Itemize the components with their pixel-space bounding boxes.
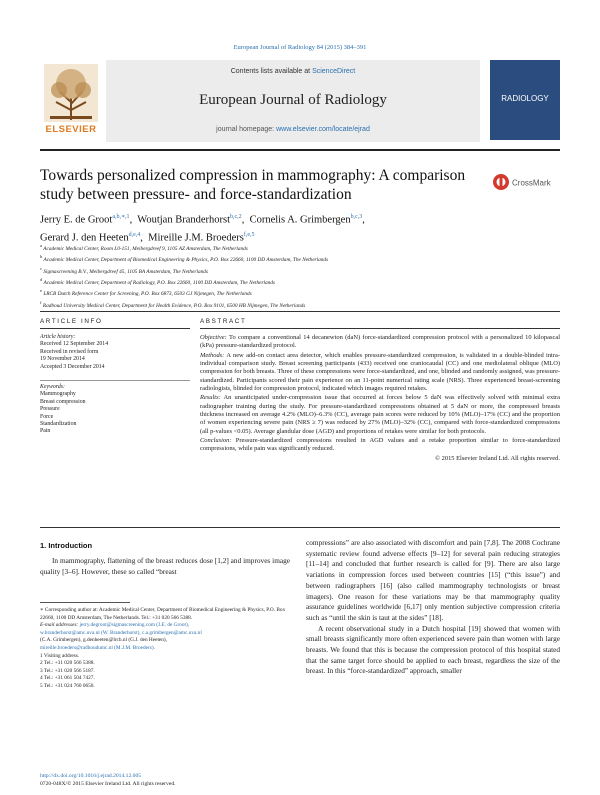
author-affil-marker[interactable]: a,b,∗,1 bbox=[112, 214, 130, 220]
abstract-heading: ABSTRACT bbox=[200, 318, 247, 325]
author-affil-marker[interactable]: b,c,3 bbox=[350, 214, 363, 220]
footnote-note: 5 Tel.: +31 024 760 0650. bbox=[40, 682, 95, 689]
author-affil-marker[interactable]: f,e,5 bbox=[243, 231, 255, 238]
issn-line: 0720-048X/© 2015 Elsevier Ireland Ltd. All rights reserved. bbox=[40, 780, 176, 787]
keyword: Pressure bbox=[40, 406, 60, 413]
footnote-note: 2 Tel.: +31 020 566 5388. bbox=[40, 660, 95, 667]
history-line: Received in revised form bbox=[40, 348, 99, 355]
abstract-objective: Objective: To compare a conventional 14 decanewton (daN) force-standardized compression protocol with a personalized 10 kilopascal (kPa) pressure-standardized protocol. bbox=[200, 334, 560, 350]
article-info-heading: ARTICLE INFO bbox=[40, 318, 103, 325]
contents-prefix: Contents lists available at bbox=[230, 68, 313, 75]
affiliation-item: $^b$ Academic Medical Center, Department of Biomedical Engineering & Physics, P.O. Box 22660, 1100 DD Amsterdam, The Netherlands bbox=[40, 254, 329, 264]
author-list: Jerry E. de Groot$^{a,b,∗,1}$, Woutjan Branderhorst$^{b,c,2}$, Cornelis A. Grimbergen$^{b,c,3}$, Gerard J. den Heeten$^{d,e,4}$, Mireille J.M. Broeders$^{f,e,5}$ bbox=[40, 214, 365, 243]
body-paragraph: A recent observational study in a Dutch hospital [19] showed that women with small breasts significantly more often experienced severe pain than women with large breasts. We found that this is because the compression protocol of this hospital stated that the same target force should be applied to each breast, regardless the size of the breast. In this “force-standardized” approach, smaller bbox=[306, 623, 560, 676]
history-line: Received 12 September 2014 bbox=[40, 341, 109, 348]
doi-link[interactable]: http://dx.doi.org/10.1016/j.ejrad.2014.12.005 bbox=[40, 773, 142, 779]
history-line: Accepted 3 December 2014 bbox=[40, 363, 105, 370]
journal-cover-title: RADIOLOGY bbox=[501, 94, 549, 103]
abstract-body bbox=[200, 334, 560, 464]
homepage-label: journal homepage: bbox=[216, 126, 277, 133]
affiliation-list bbox=[40, 242, 560, 310]
header-divider bbox=[40, 149, 560, 151]
footnotes bbox=[40, 602, 290, 691]
abstract-methods: Methods: A new add-on contact area detector, which enables pressure-standardized compression, is validated in a double-blinded intra-individual comparison study. Breast screening participants (433) received one craniocaudal (CC) and one mediolateral oblique (MLO) compression for both breasts. Three of these compressions were force-standardized, and one, blinded and randomly assigned, was pressure-standardized. Participants scored their pain experience on an 11-point numerical rating scale (NRS). Three experienced breast-screening radiologists, blinded for compression protocol, indicated which images required retakes. bbox=[200, 351, 560, 393]
affiliation-item: $^a$ Academic Medical Center, Room L0-151, Meibergdreef 9, 1105 AZ Amsterdam, The Netherlands bbox=[40, 243, 248, 252]
email-link[interactable]: mireille.broeders@radboudumc.nl (M.J.M. Broeders). bbox=[40, 644, 155, 651]
footnote-note: 4 Tel.: +31 061 504 7427. bbox=[40, 675, 95, 682]
section-heading: 1. Introduction bbox=[40, 541, 93, 550]
affiliation-item: $^e$ LRCB Dutch Reference Center for Screening, P.O. Box 6873, 6503 GJ Nijmegen, The Netherlands bbox=[40, 288, 252, 298]
homepage-link[interactable]: www.elsevier.com/locate/ejrad bbox=[276, 126, 370, 133]
keyword: Breast compression bbox=[40, 398, 86, 405]
article-info bbox=[40, 334, 190, 436]
publisher-wordmark: ELSEVIER bbox=[45, 124, 97, 135]
author-affil-marker[interactable]: d,e,4 bbox=[128, 231, 141, 238]
journal-homepage bbox=[106, 126, 480, 133]
affiliation-item: $^d$ Academic Medical Center, Department of Radiology, P.O. Box 22660, 1100 DD Amsterdam, The Netherlands bbox=[40, 277, 275, 286]
keywords-label: Keywords: bbox=[40, 384, 65, 391]
keyword: Pain bbox=[40, 428, 51, 435]
contents-line bbox=[106, 68, 480, 75]
author-name[interactable]: Mireille J.M. Broeders bbox=[148, 232, 244, 243]
footnote-corresponding: ∗ Corresponding author at: Academic Medical Center, Department of Biomedical Engineering & Physics, P.O. Box 22660, 1100 DD Amsterdam, The Netherlands. Tel.: +31 020 566 5388. bbox=[40, 607, 286, 621]
journal-citation[interactable]: European Journal of Radiology 84 (2015) 384–391 bbox=[233, 44, 367, 51]
intro-paragraph-left: In mammography, flattening of the breast reduces dose [1,2] and improves image quality [3–6]. However, these so called “breast bbox=[40, 556, 290, 576]
crossmark-label: CrossMark bbox=[512, 178, 551, 188]
crossmark-icon[interactable] bbox=[492, 172, 560, 192]
doi-block bbox=[40, 773, 290, 788]
author-name[interactable]: Jerry E. de Groot bbox=[40, 214, 113, 226]
history-line: 19 November 2014 bbox=[40, 356, 85, 363]
footnote-rule bbox=[40, 602, 130, 603]
footnote-emails: E-mail addresses: jerry.degroot@sigmascreening.com (J.E. de Groot), bbox=[40, 622, 190, 629]
email-link[interactable]: jerry.degroot@sigmascreening.com (J.E. de Groot), bbox=[79, 622, 190, 629]
author-name[interactable]: Cornelis A. Grimbergen bbox=[249, 214, 351, 226]
sciencedirect-link[interactable]: ScienceDirect bbox=[312, 68, 356, 75]
abstract-conclusion: Conclusion: Pressure-standardized compressions resulted in AGD values and a retake proportion similar to force-standardized compressions, while pain was significantly reduced. bbox=[200, 437, 560, 453]
author-name[interactable]: Woutjan Branderhorst bbox=[137, 214, 231, 226]
affiliation-item: $^c$ Sigmascreening B.V., Meibergdreef 45, 1105 BA Amsterdam, The Netherlands bbox=[40, 265, 208, 275]
email-link[interactable]: w.branderhorst@amc.uva.nl (W. Branderhorst), c.a.grimbergen@amc.uva.nl bbox=[40, 629, 202, 636]
keyword: Standardization bbox=[40, 421, 77, 428]
affiliation-item: $^f$ Radboud University Medical Center, Department for Health Evidence, P.O. Box 9101, 6500 HB Nijmegen, The Netherlands bbox=[40, 299, 306, 309]
body-paragraph: compressions” are also associated with discomfort and pain [7,8]. The 2008 Cochrane systematic review found adverse effects [9–12] for several pain reducing strategies [11–14] and concluded that further research is called for [9]. There are also large variations in compression forces used between countries [15] (“this issue”) and between radiographers [16] (also called mammography technologists or breast imagers). One reason for these variations may be that mammography quality assurance guidelines worldwide [6,17] only mention subjective compression criteria such as “until the skin is taut at the sides” [18]. bbox=[306, 538, 560, 622]
author-name[interactable]: Gerard J. den Heeten bbox=[40, 232, 129, 243]
info-divider bbox=[40, 380, 190, 381]
article-info-rule bbox=[40, 328, 190, 329]
footnote-emails-cont: (C.A. Grimbergen), g.denheeten@lrcb.nl (G.J. den Heeten), bbox=[40, 637, 168, 644]
section-divider bbox=[40, 311, 560, 312]
keyword: Mammography bbox=[40, 391, 76, 398]
keyword: Force bbox=[40, 413, 54, 420]
article-title: Towards personalized compression in mammography: A comparison study between pressure- and force-standardization bbox=[40, 167, 466, 203]
intro-paragraph-right bbox=[306, 538, 560, 677]
footnote-note: 1 Visiting address. bbox=[40, 652, 80, 659]
footnote-note: 3 Tel.: +31 020 566 5187. bbox=[40, 667, 95, 674]
history-label: Article history: bbox=[40, 334, 76, 340]
abstract-rule bbox=[200, 328, 560, 329]
abstract-results: Results: An unanticipated under-compression issue that occurred at forces below 5 daN was effectively solved with minimal extra radiographer training during the study. For pressure-standardized compressions obtained at 5 daN or more, the compressed breasts thickness increased on average 4.2% (MLO)–6.3% (CC), average pain scores were reduced by 10% (MLO)–17% (CC) and the proportion of women experiencing severe pain (NRS ≥ 7) was reduced by 27% (MLO)–32% (CC), compared with force-standardized compressions (all p-values <0.05). Average glandular dose (AGD) and proportions of retakes were similar for both protocols. bbox=[200, 394, 560, 435]
author-affil-marker[interactable]: b,c,2 bbox=[230, 214, 242, 220]
body-divider bbox=[40, 527, 560, 528]
journal-title: European Journal of Radiology bbox=[199, 92, 387, 108]
abstract-copyright: © 2015 Elsevier Ireland Ltd. All rights reserved. bbox=[435, 454, 560, 462]
